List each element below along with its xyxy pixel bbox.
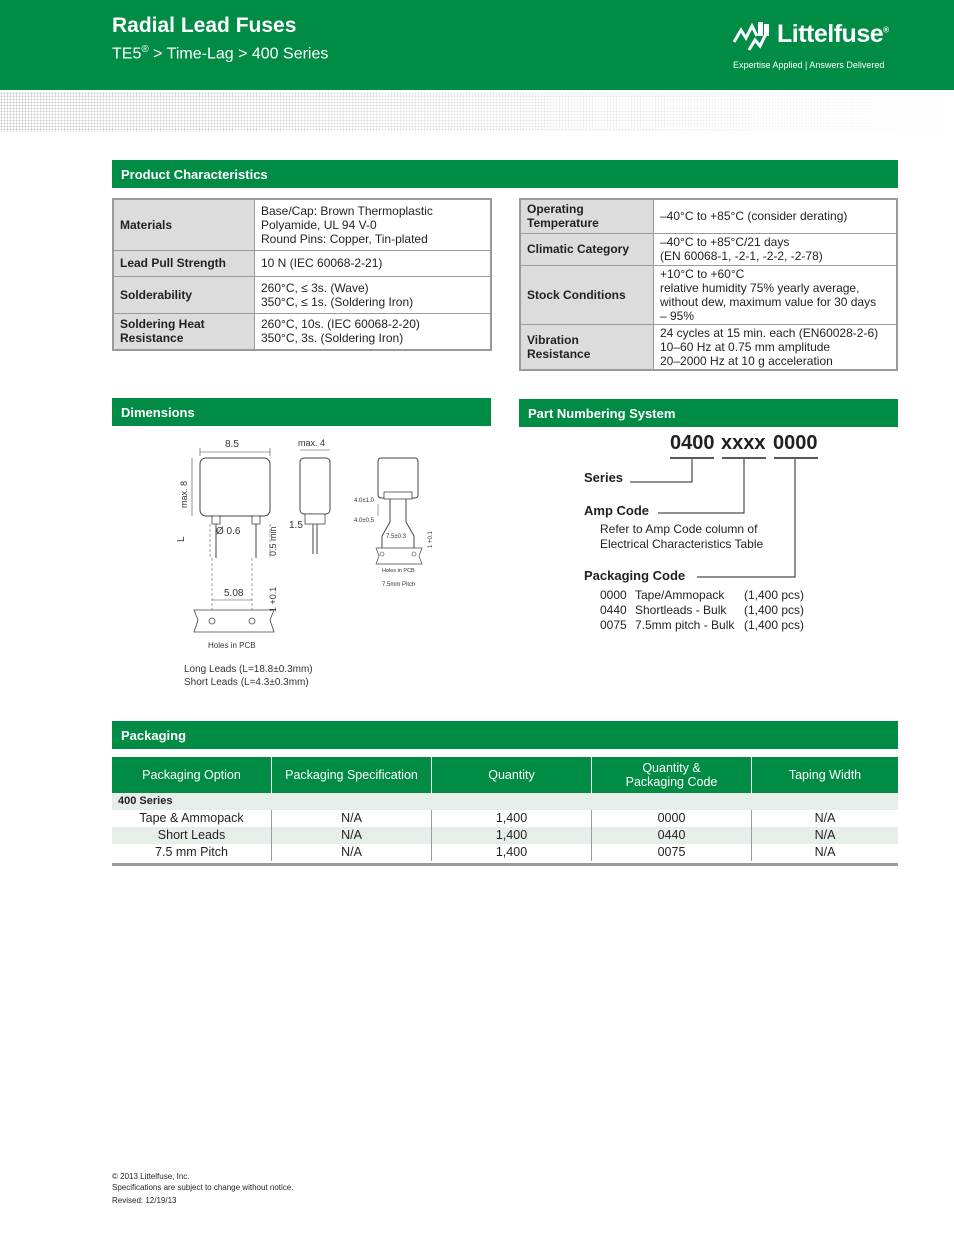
pcb-holes-label: Holes in PCB bbox=[208, 641, 256, 650]
cell: 0440 bbox=[592, 827, 752, 844]
breadcrumb-path: > Time-Lag > 400 Series bbox=[148, 45, 329, 63]
pack-desc: Shortleads - Bulk bbox=[635, 603, 727, 617]
cell: N/A bbox=[752, 810, 899, 827]
cell: Short Leads bbox=[112, 827, 272, 844]
series-label: Series bbox=[584, 470, 624, 485]
dim-max-depth: max. 4 bbox=[298, 438, 326, 448]
dim-offset: 1.5 bbox=[289, 520, 303, 531]
registered-mark: ® bbox=[141, 44, 149, 55]
row-value-materials: Base/Cap: Brown Thermoplastic Polyamide, UL 94 V-0 Round Pins: Copper, Tin-plated bbox=[255, 199, 492, 250]
dim-alt-pitch: 7.5±0.3 bbox=[386, 534, 406, 540]
table-row bbox=[113, 199, 491, 250]
section-packaging: Packaging bbox=[112, 721, 898, 749]
decorative-dot-band bbox=[0, 92, 954, 132]
table-row bbox=[112, 827, 898, 844]
cell: Tape & Ammopack bbox=[139, 811, 244, 825]
table-header-row bbox=[112, 757, 898, 793]
row-value-lead-pull: 10 N (IEC 60068-2-21) bbox=[255, 250, 492, 276]
footer-disclaimer: Specifications are subject to change without notice. bbox=[112, 1183, 294, 1192]
dim-min-gap: 0.5 min bbox=[268, 526, 278, 556]
col-header: Quantity & Packaging Code bbox=[592, 757, 752, 793]
cell: N/A bbox=[272, 810, 432, 827]
table-row bbox=[520, 199, 897, 233]
row-label-lead-pull: Lead Pull Strength bbox=[113, 250, 255, 276]
section-product-characteristics: Product Characteristics bbox=[112, 160, 898, 188]
alt-holes-label: Holes in PCB bbox=[382, 568, 415, 574]
part-code-amp: xxxx bbox=[721, 432, 766, 454]
dim-lead-len: L bbox=[176, 536, 187, 542]
dim-alt-height-2: 4.0±0.5 bbox=[354, 518, 374, 524]
amp-code-desc-1: Refer to Amp Code column of bbox=[600, 522, 758, 536]
characteristics-table-left bbox=[112, 198, 492, 351]
dim-hole-tol: 1 +0.1 bbox=[268, 586, 278, 612]
table-row bbox=[113, 313, 491, 350]
logo-text: Littelfuse bbox=[777, 20, 884, 48]
table-row bbox=[520, 265, 897, 324]
row-label-climatic: Climatic Category bbox=[520, 233, 654, 265]
part-code-packaging: 0000 bbox=[773, 432, 818, 454]
alt-pitch-caption: 7.5mm Pitch bbox=[382, 582, 416, 588]
page-title: Radial Lead Fuses bbox=[112, 14, 297, 37]
row-label-stock: Stock Conditions bbox=[520, 265, 654, 324]
dim-max-height: max. 8 bbox=[179, 480, 189, 508]
pack-code: 0440 bbox=[600, 603, 627, 617]
pack-desc: Tape/Ammopack bbox=[635, 588, 725, 602]
row-label-solderability: Solderability bbox=[113, 276, 255, 313]
table-row bbox=[112, 844, 898, 861]
table-group-row bbox=[112, 793, 898, 810]
section-dimensions: Dimensions bbox=[112, 398, 491, 426]
pack-qty: (1,400 pcs) bbox=[744, 618, 805, 632]
packaging-code-label: Packaging Code bbox=[584, 568, 686, 583]
row-label-soldering-heat: Soldering Heat Resistance bbox=[113, 313, 255, 350]
table-row bbox=[112, 810, 898, 827]
cell: 1,400 bbox=[432, 844, 592, 861]
table-row bbox=[520, 233, 897, 265]
col-header: Packaging Specification bbox=[272, 757, 432, 793]
logo-wordmark bbox=[777, 20, 889, 49]
row-label-materials: Materials bbox=[113, 199, 255, 250]
lead-length-long: Long Leads (L=18.8±0.3mm) bbox=[184, 664, 313, 675]
cell: 0075 bbox=[592, 844, 752, 861]
breadcrumb bbox=[112, 44, 328, 63]
row-value-climatic: –40°C to +85°C/21 days (EN 60068-1, -2-1, -2-2, -2-78) bbox=[654, 233, 898, 265]
row-value-vibration: 24 cycles at 15 min. each (EN60028-2-6) 10–60 Hz at 0.75 mm amplitude 20–2000 Hz at 10 g acceleration bbox=[654, 324, 898, 370]
amp-code-label: Amp Code bbox=[584, 503, 649, 518]
row-value-stock: +10°C to +60°C relative humidity 75% yearly average, without dew, maximum value for 30 days – 95% bbox=[654, 265, 898, 324]
dim-pitch: 5.08 bbox=[224, 588, 244, 599]
logo-registered-mark: ® bbox=[883, 25, 889, 35]
row-label-vibration: Vibration Resistance bbox=[520, 324, 654, 370]
characteristics-table-right bbox=[519, 198, 898, 371]
pack-desc: 7.5mm pitch - Bulk bbox=[635, 618, 735, 632]
col-header: Packaging Option bbox=[112, 757, 272, 793]
pack-code: 0075 bbox=[600, 618, 627, 632]
table-bottom-rule bbox=[112, 863, 898, 866]
cell: N/A bbox=[272, 827, 432, 844]
cell: N/A bbox=[272, 844, 432, 861]
table-row bbox=[520, 324, 897, 370]
cell: 7.5 mm Pitch bbox=[155, 845, 228, 859]
logo-tagline: Expertise Applied | Answers Delivered bbox=[733, 60, 885, 70]
cell: 0000 bbox=[592, 810, 752, 827]
packaging-table bbox=[112, 757, 898, 861]
dim-alt-tol: 1 +0.1 bbox=[428, 531, 434, 548]
footer-revised: Revised: 12/19/13 bbox=[112, 1196, 177, 1205]
section-part-numbering: Part Numbering System bbox=[519, 399, 898, 427]
pack-qty: (1,400 pcs) bbox=[744, 588, 805, 602]
cell: N/A bbox=[752, 844, 899, 861]
row-value-solderability: 260°C, ≤ 3s. (Wave) 350°C, ≤ 1s. (Soldering Iron) bbox=[255, 276, 492, 313]
col-header: Taping Width bbox=[752, 757, 899, 793]
footer-copyright: © 2013 Littelfuse, Inc. bbox=[112, 1172, 190, 1181]
dimension-drawing bbox=[170, 430, 470, 695]
amp-code-desc-2: Electrical Characteristics Table bbox=[600, 537, 764, 551]
row-value-operating-temp: –40°C to +85°C (consider derating) bbox=[654, 199, 898, 233]
littelfuse-emblem-icon bbox=[733, 20, 771, 52]
pack-code: 0000 bbox=[600, 588, 627, 602]
pcb-outline bbox=[194, 610, 274, 632]
cell: N/A bbox=[752, 827, 899, 844]
page-header bbox=[0, 0, 954, 90]
fuse-body-front bbox=[200, 458, 270, 516]
dim-lead-dia: Ø 0.6 bbox=[216, 526, 241, 537]
table-row bbox=[113, 276, 491, 313]
group-label: 400 Series bbox=[112, 793, 898, 810]
fuse-body-side bbox=[300, 458, 330, 514]
dim-alt-height-1: 4.0±1.0 bbox=[354, 498, 374, 504]
part-code-connectors bbox=[580, 455, 900, 585]
row-value-soldering-heat: 260°C, 10s. (IEC 60068-2-20) 350°C, 3s. (Soldering Iron) bbox=[255, 313, 492, 350]
dim-width: 8.5 bbox=[225, 439, 239, 450]
pack-qty: (1,400 pcs) bbox=[744, 603, 805, 617]
part-code-series: 0400 bbox=[670, 432, 715, 454]
lead-length-short: Short Leads (L=4.3±0.3mm) bbox=[184, 677, 309, 688]
cell: 1,400 bbox=[432, 827, 592, 844]
col-header: Quantity bbox=[432, 757, 592, 793]
breadcrumb-te5: TE5 bbox=[112, 45, 142, 63]
cell: 1,400 bbox=[432, 810, 592, 827]
table-row bbox=[113, 250, 491, 276]
row-label-operating-temp: Operating Temperature bbox=[520, 199, 654, 233]
